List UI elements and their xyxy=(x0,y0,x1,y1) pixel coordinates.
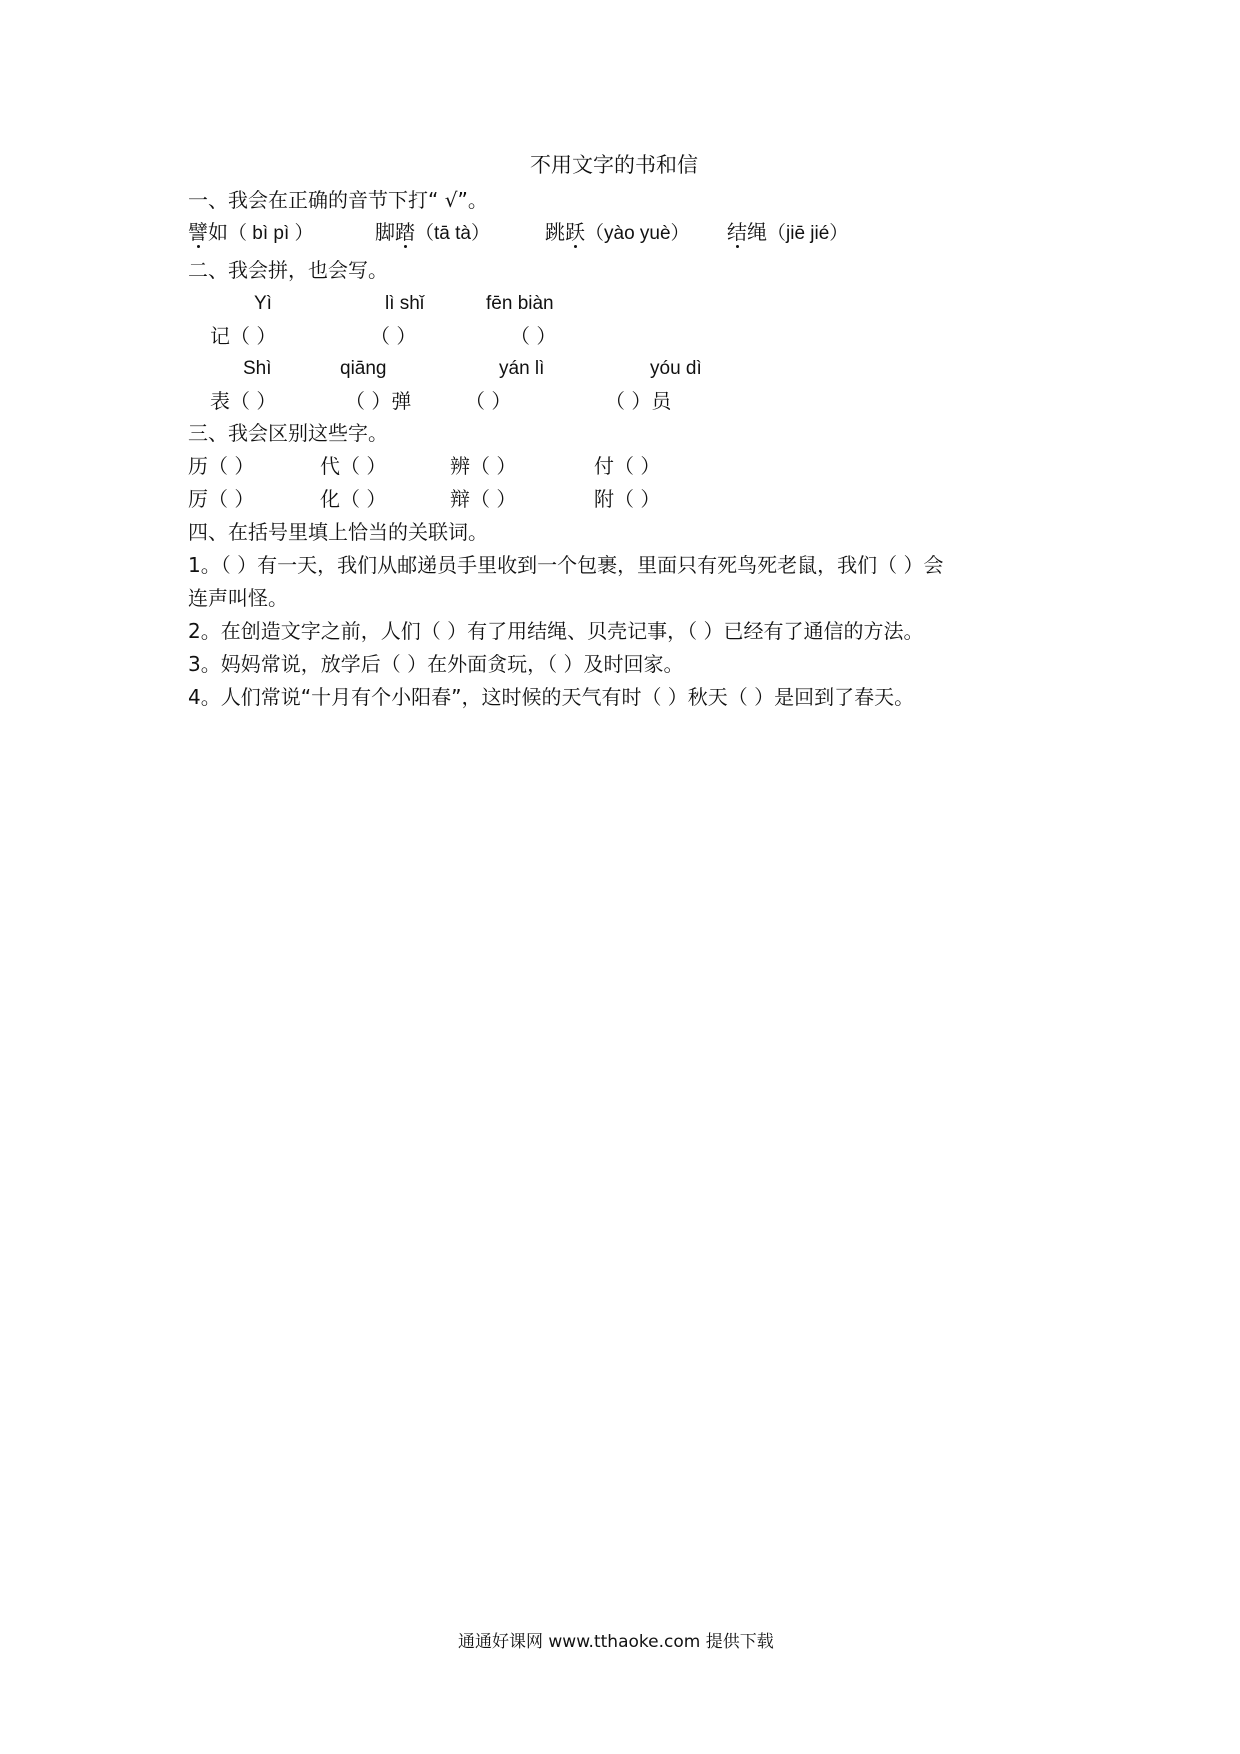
question-1-cont: 连声叫怪。 xyxy=(188,586,288,610)
write-blank: 记（ ） xyxy=(210,324,277,348)
dotted-char: 踏 xyxy=(395,220,415,244)
char-blank: 化（ ） xyxy=(320,487,387,511)
char-blank: 附（ ） xyxy=(594,487,661,511)
pinyin-label: lì shǐ xyxy=(385,293,425,314)
section3-heading: 三、我会区别这些字。 xyxy=(188,421,388,445)
pinyin-choice-item: 跳跃（yào yuè） xyxy=(545,220,690,244)
question-2: 2。在创造文字之前，人们（ ）有了用结绳、贝壳记事，（ ）已经有了通信的方法。 xyxy=(188,619,924,643)
write-blank: （ ）弹 xyxy=(345,389,412,413)
pinyin-label: yán lì xyxy=(499,358,545,379)
question-3: 3。妈妈常说，放学后（ ）在外面贪玩，（ ）及时回家。 xyxy=(188,652,684,676)
page-title: 不用文字的书和信 xyxy=(530,153,698,177)
pinyin-choice-item: 结绳（jiē jié） xyxy=(727,220,849,244)
footer-text: 通通好课网 www.tthaoke.com 提供下载 xyxy=(458,1632,774,1652)
pinyin-choice-item: 脚踏（tā tà） xyxy=(375,220,490,244)
pinyin-label: Yì xyxy=(254,293,272,314)
pinyin-label: qiāng xyxy=(340,358,387,379)
section4-heading: 四、在括号里填上恰当的关联词。 xyxy=(188,520,488,544)
char-blank: 付（ ） xyxy=(594,454,661,478)
dotted-char: 譬 xyxy=(188,220,208,244)
char-blank: 厉（ ） xyxy=(188,487,255,511)
dotted-char: 结 xyxy=(727,220,747,244)
pinyin-choice-item: 譬如（ bì pì ） xyxy=(188,220,314,244)
char-blank: 辩（ ） xyxy=(450,487,517,511)
question-4: 4。人们常说“十月有个小阳春”，这时候的天气有时（ ）秋天（ ）是回到了春天。 xyxy=(188,685,915,709)
char-blank: 历（ ） xyxy=(188,454,255,478)
section2-heading: 二、我会拼，也会写。 xyxy=(188,258,388,282)
pinyin-options: （yào yuè） xyxy=(585,223,690,244)
char-blank: 辨（ ） xyxy=(450,454,517,478)
write-blank: （ ）员 xyxy=(605,389,672,413)
write-blank: （ ） xyxy=(370,324,417,348)
write-blank: （ ） xyxy=(465,389,512,413)
pinyin-options: （jiē jié） xyxy=(767,223,849,244)
write-blank: 表（ ） xyxy=(210,389,277,413)
pinyin-label: yóu dì xyxy=(650,358,702,379)
pinyin-options: （tā tà） xyxy=(415,223,490,244)
question-1: 1。（ ）有一天，我们从邮递员手里收到一个包裹，里面只有死鸟死老鼠，我们（ ）会 xyxy=(188,553,944,577)
section1-heading: 一、我会在正确的音节下打“ √”。 xyxy=(188,188,488,212)
char-blank: 代（ ） xyxy=(320,454,387,478)
write-blank: （ ） xyxy=(510,324,557,348)
pinyin-label: Shì xyxy=(243,358,272,379)
dotted-char: 跃 xyxy=(565,220,585,244)
pinyin-label: fēn biàn xyxy=(486,293,554,314)
pinyin-options: （ bì pì ） xyxy=(228,223,314,244)
